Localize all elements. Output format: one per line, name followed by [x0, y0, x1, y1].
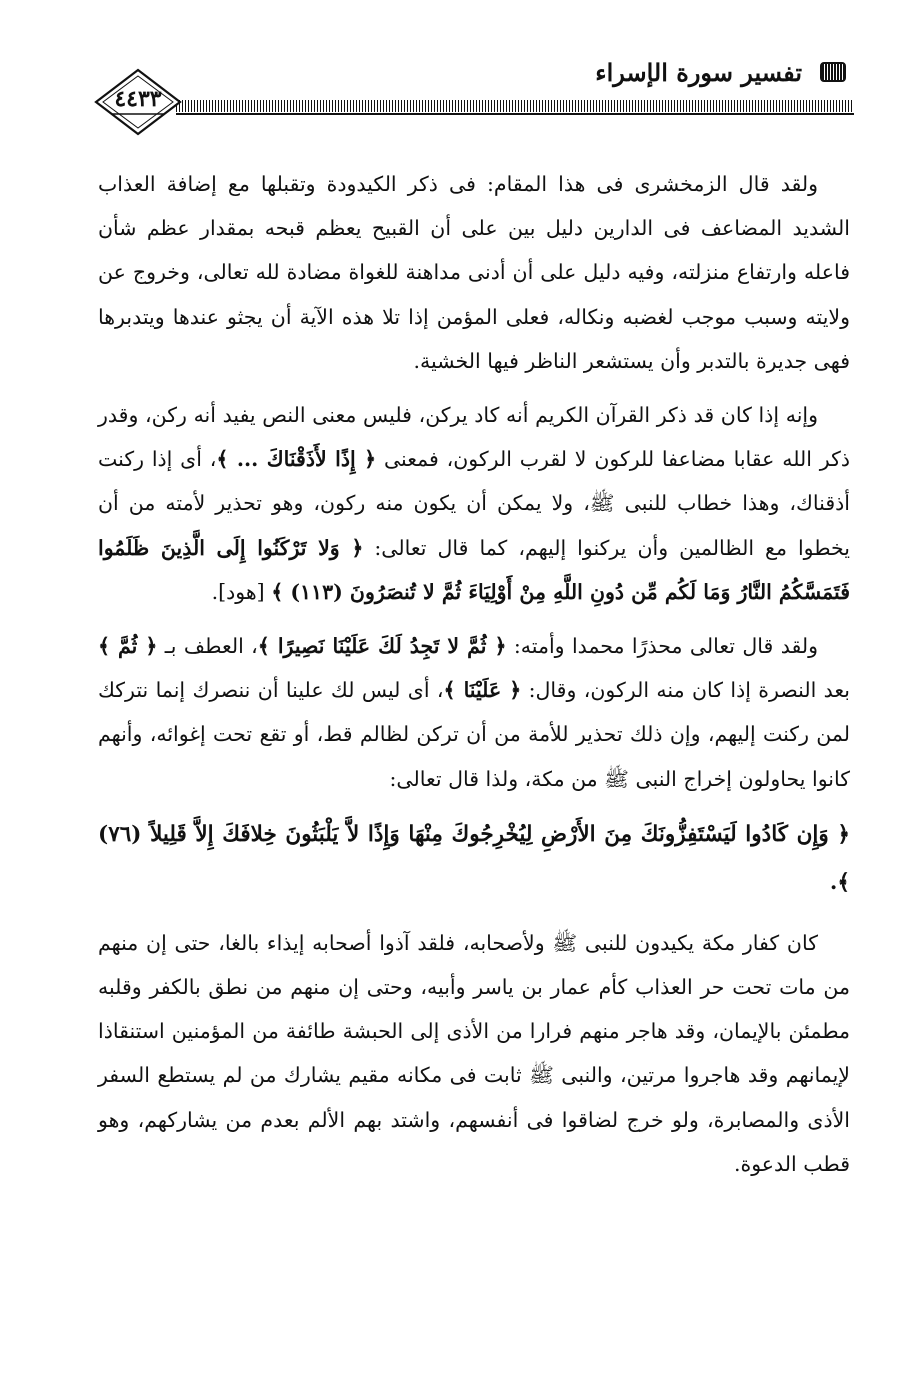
paragraph-text: كان كفار مكة يكيدون للنبى ﷺ ولأصحابه، فلقد آذوا أصحابه إيذاء بالغا، حتى إن منهم من مات تحت حر العذاب كأم عمار بن ياسر وأبيه، وحتى إن منهم من نطق بالكفر وقلبه مطمئن بالإيمان، وقد هاجر منهم فرارا من الأذى إلى الحبشة طائفة من المؤمنين استنقاذا لإيمانهم وقد هاجروا مرتين، والنبى ﷺ ثابت فى مكانه مقيم يشارك من لم يستطع السفر الأذى والمصابرة، ولو خرج لضاقوا فى أنفسهم، واشتد بهم الألم بعدم من يشاركهم، وهو قطب الدعوة. — [98, 930, 850, 1176]
page-header — [94, 48, 864, 138]
paragraph-text: ولقد قال الزمخشرى فى هذا المقام: فى ذكر الكيدودة وتقبلها مع إضافة العذاب الشديد المضاعف فى الدارين دليل بين على أن القبيح يعظم قبحه بمقدار عظم شأن فاعله وارتفاع منزلته، وفيه دليل على أن أدنى مداهنة للغواة مضادة لله تعالى، وخروج عن ولايته وسبب موجب لغضبه ونكاله، فعلى المؤمن إذا تلا هذه الآية أن يجثو عندها ويتدبرها فهى جديرة بالتدبر وأن يستشعر الناظر فيها الخشية. — [98, 172, 850, 373]
paragraph-text: ، أى ليس لك علينا أن ننصرك إنما نتركك لمن ركنت إليهم، وإن ذلك تحذير للأمة من أن تركن لظالم قط، أو تقع تحت إغوائه، وأنهم كانوا يحاولون إخراج النبى ﷺ من مكة، ولذا قال تعالى: — [98, 678, 850, 791]
paragraph-3 — [98, 624, 850, 801]
verse-end-mark: . — [829, 869, 838, 895]
paragraph-1 — [98, 162, 850, 383]
paragraph-text: ، أى إذا ركنت أذقناك، وهذا خطاب للنبى ﷺ، ولا يمكن أن يكون منه ركون، وهو تحذير لأمته من أن يخطوا مع الظالمين وأن يركنوا إليهم، كما قال تعالى: — [98, 447, 850, 560]
running-title: تفسير سورة الإسراء — [595, 58, 802, 87]
header-ornament-icon — [820, 62, 846, 82]
quran-verse: ﴿ عَلَيْنَا ﴾ — [443, 678, 522, 703]
paragraph-text: وإنه إذا كان قد ذكر القرآن الكريم أنه كاد يركن، فليس معنى النص يفيد أنه ركن، وقدر ذكر الله عقابا مضاعفا للركون لا لقرب الركون، فمعنى — [98, 403, 850, 472]
paragraph-2 — [98, 393, 850, 614]
paragraph-text: [هود]. — [211, 579, 272, 604]
quran-verse: ﴿ وَلا تَرْكَنُوا إِلَى الَّذِينَ ظَلَمُوا فَتَمَسَّكُمُ النَّارُ وَمَا لَكُم مِّن دُونِ اللَّهِ مِنْ أَوْلِيَاءَ ثُمَّ لا تُنصَرُونَ (١١٣) ﴾ — [98, 535, 850, 604]
page-number-badge — [94, 68, 182, 136]
header-rule — [176, 100, 854, 112]
quran-verse: ﴿ ثُمَّ لا تَجِدُ لَكَ عَلَيْنَا نَصِيرًا ﴾ — [257, 634, 507, 659]
quran-verse: ﴿ وَإِن كَادُوا لَيَسْتَفِزُّونَكَ مِنَ الأَرْضِ لِيُخْرِجُوكَ مِنْهَا وَإِذًا لاَّ يَلْبَثُونَ خِلافَكَ إِلاَّ قَلِيلاً (٧٦) ﴾ — [98, 821, 850, 895]
quoted-verse-block — [98, 811, 850, 907]
page-number: ٤٤٣٣ — [114, 86, 162, 112]
paragraph-5 — [98, 921, 850, 1186]
quran-verse: ﴿ ثُمَّ ﴾ — [98, 634, 158, 659]
paragraph-text: ، العطف بـ — [157, 634, 258, 659]
quran-verse: ﴿ إِذًا لأَذَقْنَاكَ ... ﴾ — [216, 447, 377, 472]
paragraph-text: ولقد قال تعالى محذرًا محمدا وأمته: — [506, 634, 818, 659]
page-body — [98, 162, 850, 1196]
paragraph-text: بعد النصرة إذا كان منه الركون، وقال: — [521, 678, 851, 703]
